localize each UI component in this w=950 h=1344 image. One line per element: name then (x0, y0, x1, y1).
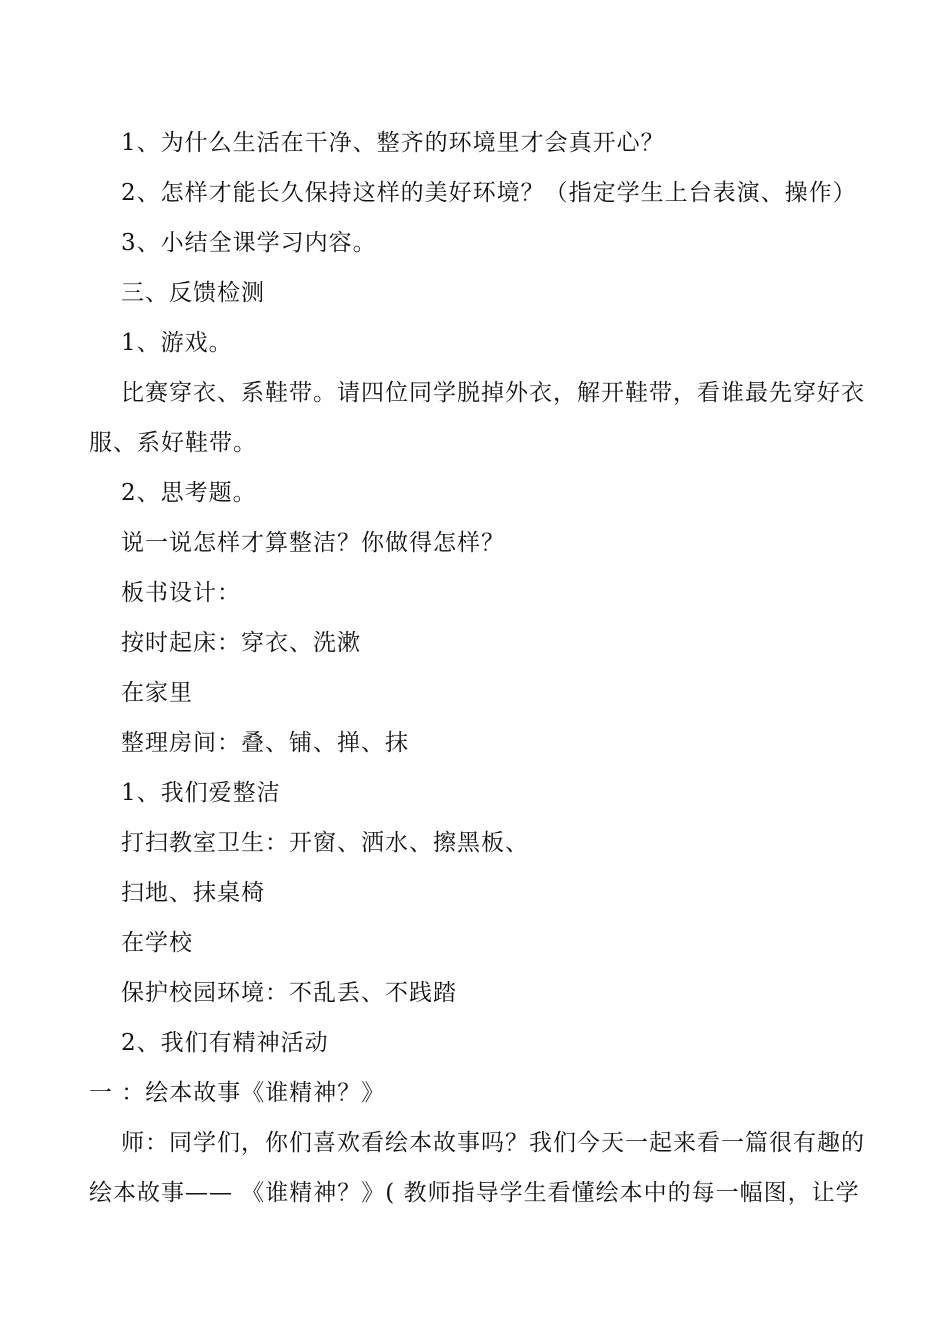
section-heading-feedback: 三、反馈检测 (121, 280, 265, 306)
paragraph-line-continued: 绘本故事—— 《谁精神？》( 教师指导学生看懂绘本中的每一幅图，让学 (89, 1180, 860, 1206)
question-2: 2、怎样才能长久保持这样的美好环境？（指定学生上台表演、操作） (121, 180, 857, 206)
paragraph-line: 说一说怎样才算整洁？你做得怎样？ (121, 530, 505, 556)
board-item: 在家里 (121, 680, 193, 706)
activity-thinking: 2、思考题。 (121, 480, 257, 506)
paragraph-line: 比赛穿衣、系鞋带。请四位同学脱掉外衣，解开鞋带，看谁最先穿好衣 (121, 380, 865, 406)
board-item: 1、我们爱整洁 (121, 780, 281, 806)
section-heading-story: 一 ：绘本故事《谁精神？》 (89, 1080, 386, 1106)
question-1: 1、为什么生活在干净、整齐的环境里才会真开心？ (121, 130, 665, 156)
board-item: 保护校园环境：不乱丢、不践踏 (121, 980, 457, 1006)
summary-item: 3、小结全课学习内容。 (121, 230, 377, 256)
board-item: 打扫教室卫生：开窗、洒水、擦黑板、 (121, 830, 529, 856)
board-item: 在学校 (121, 930, 193, 956)
board-design-heading: 板书设计： (121, 580, 241, 606)
board-item: 扫地、抹桌椅 (121, 880, 265, 906)
activity-game: 1、游戏。 (121, 330, 233, 356)
board-item: 按时起床：穿衣、洗漱 (121, 630, 361, 656)
paragraph-line-continued: 服、系好鞋带。 (89, 430, 257, 456)
board-item: 整理房间：叠、铺、掸、抹 (121, 730, 409, 756)
board-item: 2、我们有精神活动 (121, 1030, 329, 1056)
paragraph-line: 师：同学们，你们喜欢看绘本故事吗？我们今天一起来看一篇很有趣的 (121, 1130, 865, 1156)
